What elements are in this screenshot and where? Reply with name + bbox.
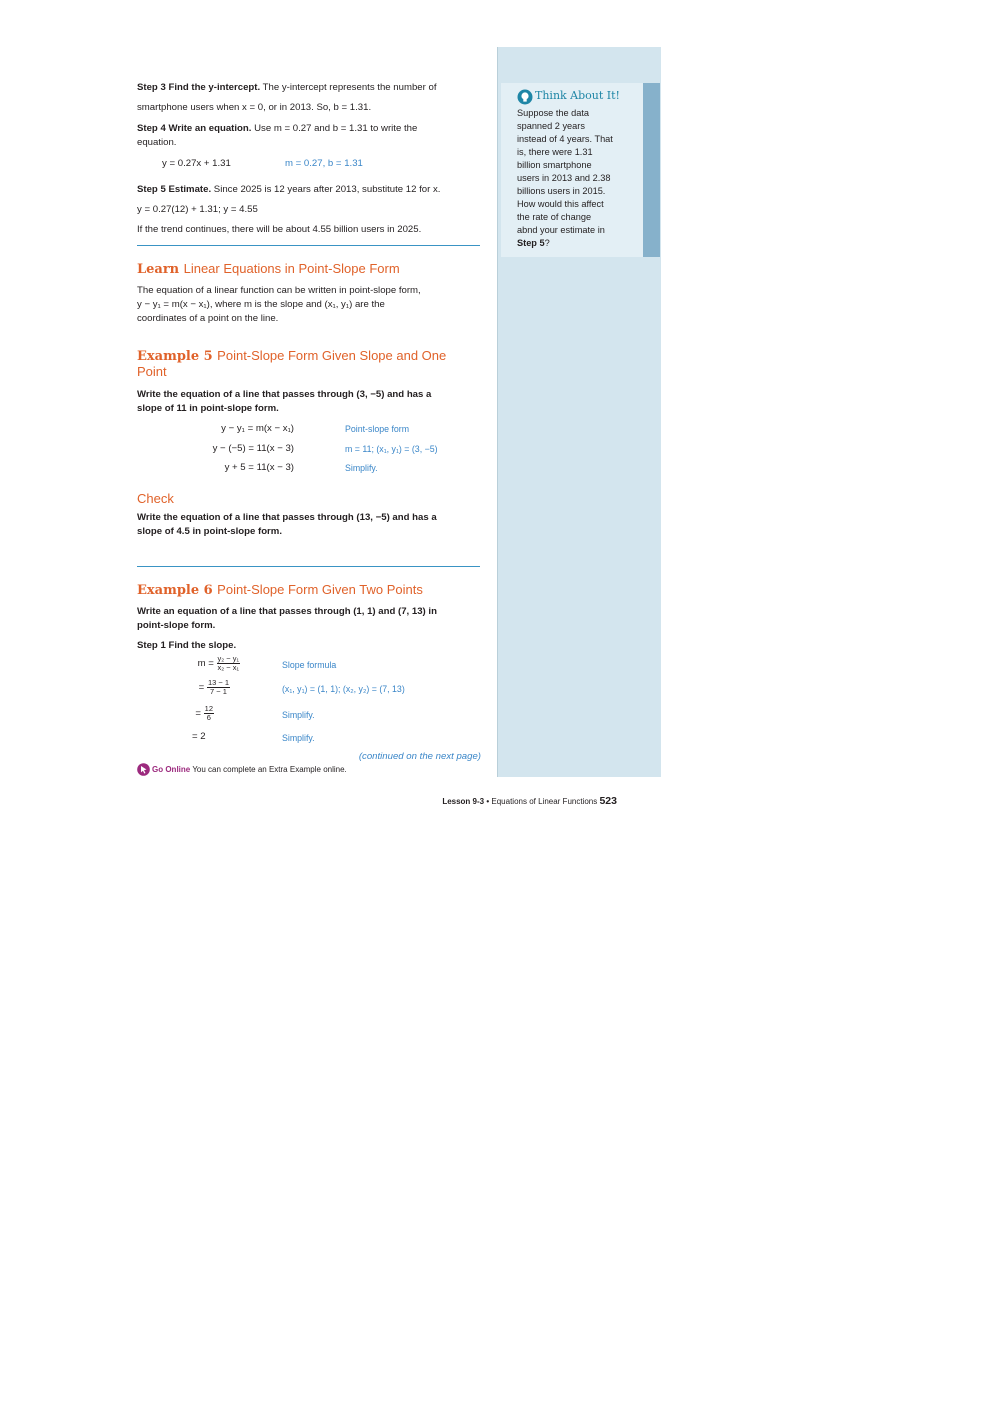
fraction-denominator: 6	[206, 713, 211, 722]
page-number: 523	[599, 795, 617, 807]
think-line-last	[517, 237, 639, 250]
slope-row	[170, 705, 214, 722]
example5-note: Simplify.	[345, 463, 378, 473]
step4-note: m = 0.27, b = 1.31	[285, 158, 363, 169]
fraction-numerator: 13 − 1	[207, 678, 229, 687]
think-line: Suppose the data	[517, 108, 590, 118]
think-line: abnd your estimate in	[517, 225, 605, 235]
think-suffix: ?	[544, 238, 550, 248]
think-line: billions users in 2015.	[517, 186, 606, 196]
slope-lhs: =	[195, 708, 201, 720]
slope-note: Slope formula	[282, 660, 337, 670]
step3-line1	[137, 81, 482, 95]
think-step-ref: Step 5	[517, 238, 545, 248]
think-line: billion smartphone	[517, 160, 592, 170]
learn-label: Learn	[137, 262, 180, 277]
learn-title: Linear Equations in Point-Slope Form	[183, 261, 400, 276]
footer-sep: •	[486, 797, 490, 806]
go-online-text: You can complete an Extra Example online.	[192, 765, 347, 774]
think-line: instead of 4 years. That	[517, 134, 613, 144]
slope-lhs: =	[198, 682, 205, 694]
step5-text: Since 2025 is 12 years after 2013, substitute 12 for x.	[213, 184, 441, 195]
example5-prompt1: Write the equation of a line that passes through (3, −5) and has a	[137, 389, 432, 400]
example5-heading	[137, 348, 482, 365]
go-online-link[interactable]: Go Online	[152, 765, 191, 774]
think-about-it-box	[501, 83, 643, 257]
think-line: is, there were 1.31	[517, 147, 593, 157]
example6-prompt2: point-slope form.	[137, 620, 216, 631]
divider	[137, 245, 480, 246]
step3-text: The y-intercept represents the number of	[262, 82, 437, 93]
think-line: users in 2013 and 2.38	[517, 173, 611, 183]
lightbulb-icon	[517, 89, 533, 105]
step4-text: Use m = 0.27 and b = 1.31 to write the	[254, 123, 418, 134]
slope-fraction	[204, 705, 214, 722]
go-online	[152, 764, 347, 775]
step4-label: Step 4 Write an equation.	[137, 123, 252, 134]
step5-line1	[137, 183, 482, 197]
example5-label: Example 5	[137, 349, 213, 364]
fraction-denominator: x₂ − x₁	[217, 663, 239, 672]
step3-line2: smartphone users when x = 0, or in 2013. So, b = 1.31.	[137, 102, 372, 113]
step5-calc: y = 0.27(12) + 1.31; y = 4.55	[137, 204, 258, 215]
slope-note: Simplify.	[282, 710, 315, 720]
check-prompt1: Write the equation of a line that passes through (13, −5) and has a	[137, 512, 437, 523]
step4-equation: y = 0.27x + 1.31	[162, 158, 231, 169]
think-line: spanned 2 years	[517, 121, 585, 131]
slope-row	[170, 655, 240, 672]
step5-label: Step 5 Estimate.	[137, 184, 212, 195]
learn-p1: The equation of a linear function can be written in point-slope form,	[137, 285, 421, 296]
slope-note: Simplify.	[282, 733, 315, 743]
footer-lesson: Lesson 9-3	[442, 797, 485, 806]
think-body	[517, 107, 639, 250]
example6-title: Point-Slope Form Given Two Points	[217, 582, 423, 597]
example6-label: Example 6	[137, 583, 213, 598]
think-line: How would this affect	[517, 199, 604, 209]
footer-title: Equations of Linear Functions	[491, 797, 598, 806]
slope-lhs: m =	[197, 658, 214, 670]
example5-eq: y − y₁ = m(x − x₁)	[221, 423, 294, 434]
example5-note: m = 11; (x₁, y₁) = (3, −5)	[345, 444, 438, 454]
example5-eq: y + 5 = 11(x − 3)	[224, 462, 294, 473]
example5-prompt2: slope of 11 in point-slope form.	[137, 403, 279, 414]
learn-p3: coordinates of a point on the line.	[137, 313, 279, 324]
slope-row	[170, 679, 230, 696]
fraction-numerator: y₂ − y₁	[217, 654, 239, 663]
example5-eq: y − (−5) = 11(x − 3)	[212, 443, 294, 454]
step5-conclusion: If the trend continues, there will be about 4.55 billion users in 2025.	[137, 224, 422, 235]
divider	[137, 566, 480, 567]
learn-p2: y − y₁ = m(x − x₁), where m is the slope and (x₁, y₁) are the	[137, 299, 385, 310]
slope-note: (x₁, y₁) = (1, 1); (x₂, y₂) = (7, 13)	[282, 684, 405, 694]
learn-heading	[137, 260, 400, 278]
fraction-numerator: 12	[204, 704, 213, 713]
example6-heading	[137, 581, 423, 599]
step4-line1	[137, 122, 482, 136]
check-title: Check	[137, 491, 174, 506]
step3-label: Step 3 Find the y-intercept.	[137, 82, 261, 93]
continued-note: (continued on the next page)	[358, 751, 481, 762]
step4-line2: equation.	[137, 137, 177, 148]
fraction-denominator: 7 − 1	[210, 687, 227, 696]
example5-title: Point-Slope Form Given Slope and One	[217, 348, 447, 363]
slope-result: = 2	[192, 731, 206, 742]
slope-fraction	[207, 679, 230, 696]
example5-note: Point-slope form	[345, 424, 410, 434]
think-line: the rate of change	[517, 212, 592, 222]
go-online-icon[interactable]	[137, 763, 150, 776]
example5-title-cont: Point	[137, 364, 167, 379]
slope-fraction	[217, 655, 241, 672]
check-prompt2: slope of 4.5 in point-slope form.	[137, 526, 282, 537]
example6-prompt1: Write an equation of a line that passes through (1, 1) and (7, 13) in	[137, 606, 437, 617]
think-stripe	[643, 83, 660, 257]
page-footer	[380, 795, 617, 808]
think-title: Think About It!	[535, 89, 620, 102]
example6-step1: Step 1 Find the slope.	[137, 640, 237, 651]
